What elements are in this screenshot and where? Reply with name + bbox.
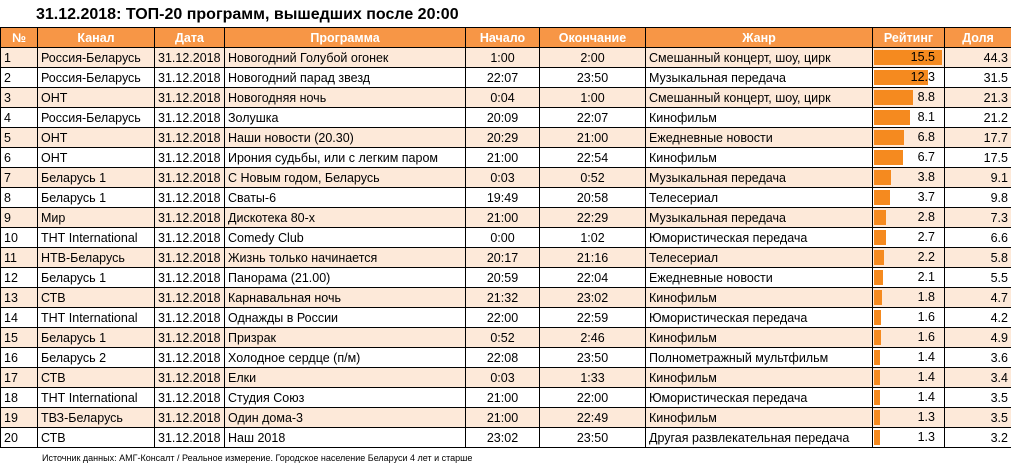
cell-genre[interactable]: Юмористическая передача [646, 228, 873, 248]
cell-program[interactable]: Новогодний парад звезд [225, 68, 466, 88]
cell-genre[interactable]: Другая развлекательная передача [646, 428, 873, 448]
cell-rating[interactable] [873, 248, 945, 268]
cell-number[interactable]: 7 [1, 168, 38, 188]
rating-value: 1.4 [917, 370, 935, 384]
cell-start[interactable]: 21:00 [466, 408, 540, 428]
cell-share[interactable]: 5.5 [945, 268, 1011, 288]
cell-program[interactable]: Золушка [225, 108, 466, 128]
cell-channel[interactable]: ТНТ International [38, 228, 155, 248]
col-header-number[interactable]: № [1, 28, 38, 48]
cell-number[interactable]: 5 [1, 128, 38, 148]
cell-end[interactable]: 2:46 [540, 328, 646, 348]
cell-number[interactable]: 14 [1, 308, 38, 328]
cell-channel[interactable]: Россия-Беларусь [38, 48, 155, 68]
cell-genre[interactable]: Кинофильм [646, 368, 873, 388]
cell-end[interactable]: 20:58 [540, 188, 646, 208]
cell-channel[interactable]: ОНТ [38, 148, 155, 168]
rating-value: 1.3 [917, 430, 935, 444]
col-header-program[interactable]: Программа [225, 28, 466, 48]
cell-genre[interactable]: Смешанный концерт, шоу, цирк [646, 48, 873, 68]
table-row[interactable] [1, 368, 1011, 388]
cell-end[interactable]: 22:54 [540, 148, 646, 168]
cell-date[interactable]: 31.12.2018 [155, 208, 225, 228]
cell-rating[interactable] [873, 328, 945, 348]
cell-number[interactable]: 12 [1, 268, 38, 288]
cell-number[interactable]: 2 [1, 68, 38, 88]
cell-channel[interactable]: СТВ [38, 368, 155, 388]
cell-date[interactable]: 31.12.2018 [155, 408, 225, 428]
rating-value: 1.6 [917, 330, 935, 344]
cell-program[interactable]: Карнавальная ночь [225, 288, 466, 308]
cell-number[interactable]: 11 [1, 248, 38, 268]
cell-start[interactable]: 20:09 [466, 108, 540, 128]
cell-date[interactable]: 31.12.2018 [155, 68, 225, 88]
cell-channel[interactable]: СТВ [38, 428, 155, 448]
rating-value: 1.4 [917, 390, 935, 404]
col-header-genre[interactable]: Жанр [646, 28, 873, 48]
cell-share[interactable]: 17.5 [945, 148, 1011, 168]
table-row[interactable] [1, 228, 1011, 248]
cell-start[interactable]: 20:17 [466, 248, 540, 268]
cell-start[interactable]: 21:32 [466, 288, 540, 308]
cell-share[interactable]: 9.1 [945, 168, 1011, 188]
cell-end[interactable]: 2:00 [540, 48, 646, 68]
cell-date[interactable]: 31.12.2018 [155, 328, 225, 348]
rating-value: 3.7 [917, 190, 935, 204]
page-title: 31.12.2018: ТОП-20 программ, вышедших после 20:00 [36, 6, 459, 23]
cell-number[interactable]: 18 [1, 388, 38, 408]
cell-genre[interactable]: Телесериал [646, 188, 873, 208]
cell-program[interactable]: Ирония судьбы, или с легким паром [225, 148, 466, 168]
cell-program[interactable]: Однажды в России [225, 308, 466, 328]
cell-rating[interactable] [873, 208, 945, 228]
cell-genre[interactable]: Музыкальная передача [646, 68, 873, 88]
table-row[interactable] [1, 348, 1011, 368]
cell-start[interactable]: 21:00 [466, 388, 540, 408]
header-row [1, 28, 1011, 48]
cell-start[interactable]: 19:49 [466, 188, 540, 208]
cell-start[interactable]: 23:02 [466, 428, 540, 448]
table-row[interactable] [1, 428, 1011, 448]
cell-rating[interactable] [873, 408, 945, 428]
cell-start[interactable]: 1:00 [466, 48, 540, 68]
cell-program[interactable]: Новогодняя ночь [225, 88, 466, 108]
cell-share[interactable]: 3.2 [945, 428, 1011, 448]
table-row[interactable] [1, 48, 1011, 68]
rating-value: 1.8 [917, 290, 935, 304]
ratings-table [0, 27, 1011, 448]
cell-end[interactable]: 1:33 [540, 368, 646, 388]
cell-rating[interactable] [873, 228, 945, 248]
cell-channel[interactable]: Беларусь 2 [38, 348, 155, 368]
cell-share[interactable]: 4.2 [945, 308, 1011, 328]
cell-rating[interactable] [873, 348, 945, 368]
col-header-start[interactable]: Начало [466, 28, 540, 48]
table-row[interactable] [1, 288, 1011, 308]
cell-end[interactable]: 21:00 [540, 128, 646, 148]
cell-rating[interactable] [873, 68, 945, 88]
table-row[interactable] [1, 308, 1011, 328]
rating-value: 15.5 [910, 50, 935, 64]
cell-number[interactable]: 4 [1, 108, 38, 128]
cell-channel[interactable]: ТНТ International [38, 308, 155, 328]
cell-end[interactable]: 22:29 [540, 208, 646, 228]
cell-end[interactable]: 22:00 [540, 388, 646, 408]
cell-start[interactable]: 21:00 [466, 208, 540, 228]
cell-rating[interactable] [873, 188, 945, 208]
cell-end[interactable]: 0:52 [540, 168, 646, 188]
cell-date[interactable]: 31.12.2018 [155, 228, 225, 248]
cell-end[interactable]: 22:49 [540, 408, 646, 428]
col-header-rating[interactable]: Рейтинг [873, 28, 945, 48]
rating-value: 1.4 [917, 350, 935, 364]
cell-rating[interactable] [873, 368, 945, 388]
cell-share[interactable]: 3.5 [945, 388, 1011, 408]
cell-program[interactable]: Сваты-6 [225, 188, 466, 208]
rating-value: 1.6 [917, 310, 935, 324]
cell-number[interactable]: 17 [1, 368, 38, 388]
cell-channel[interactable]: ТНТ International [38, 388, 155, 408]
cell-program[interactable]: Новогодний Голубой огонек [225, 48, 466, 68]
cell-number[interactable]: 10 [1, 228, 38, 248]
cell-number[interactable]: 13 [1, 288, 38, 308]
cell-genre[interactable]: Кинофильм [646, 408, 873, 428]
cell-genre[interactable]: Ежедневные новости [646, 128, 873, 148]
cell-share[interactable]: 21.2 [945, 108, 1011, 128]
cell-genre[interactable]: Кинофильм [646, 328, 873, 348]
cell-start[interactable]: 21:00 [466, 148, 540, 168]
cell-start[interactable]: 22:08 [466, 348, 540, 368]
cell-share[interactable]: 3.4 [945, 368, 1011, 388]
rating-value: 3.8 [917, 170, 935, 184]
cell-rating[interactable] [873, 288, 945, 308]
cell-channel[interactable]: НТВ-Беларусь [38, 248, 155, 268]
rating-value: 8.8 [917, 90, 935, 104]
table-row[interactable] [1, 168, 1011, 188]
table-row[interactable] [1, 68, 1011, 88]
cell-end[interactable]: 22:04 [540, 268, 646, 288]
table-row[interactable] [1, 148, 1011, 168]
cell-program[interactable]: Один дома-3 [225, 408, 466, 428]
cell-program[interactable]: Призрак [225, 328, 466, 348]
col-header-channel[interactable]: Канал [38, 28, 155, 48]
table-row[interactable] [1, 248, 1011, 268]
table-row[interactable] [1, 408, 1011, 428]
table-row[interactable] [1, 88, 1011, 108]
cell-date[interactable]: 31.12.2018 [155, 88, 225, 108]
cell-channel[interactable]: Беларусь 1 [38, 168, 155, 188]
cell-rating[interactable] [873, 148, 945, 168]
cell-number[interactable]: 3 [1, 88, 38, 108]
cell-share[interactable]: 4.9 [945, 328, 1011, 348]
cell-channel[interactable]: Россия-Беларусь [38, 68, 155, 88]
cell-program[interactable]: Холодное сердце (п/м) [225, 348, 466, 368]
cell-start[interactable]: 0:00 [466, 228, 540, 248]
cell-end[interactable]: 23:02 [540, 288, 646, 308]
cell-start[interactable]: 20:59 [466, 268, 540, 288]
cell-genre[interactable]: Полнометражный мультфильм [646, 348, 873, 368]
rating-value: 2.2 [917, 250, 935, 264]
cell-channel[interactable]: Россия-Беларусь [38, 108, 155, 128]
cell-date[interactable]: 31.12.2018 [155, 288, 225, 308]
cell-program[interactable]: Елки [225, 368, 466, 388]
cell-number[interactable]: 1 [1, 48, 38, 68]
cell-end[interactable]: 23:50 [540, 428, 646, 448]
cell-program[interactable]: С Новым годом, Беларусь [225, 168, 466, 188]
cell-date[interactable]: 31.12.2018 [155, 348, 225, 368]
cell-share[interactable]: 3.5 [945, 408, 1011, 428]
cell-start[interactable]: 20:29 [466, 128, 540, 148]
table-row[interactable] [1, 388, 1011, 408]
cell-genre[interactable]: Юмористическая передача [646, 308, 873, 328]
cell-channel[interactable]: СТВ [38, 288, 155, 308]
cell-number[interactable]: 20 [1, 428, 38, 448]
cell-share[interactable]: 9.8 [945, 188, 1011, 208]
cell-channel[interactable]: Беларусь 1 [38, 268, 155, 288]
cell-date[interactable]: 31.12.2018 [155, 268, 225, 288]
cell-end[interactable]: 1:02 [540, 228, 646, 248]
cell-rating[interactable] [873, 388, 945, 408]
table-row[interactable] [1, 128, 1011, 148]
cell-end[interactable]: 1:00 [540, 88, 646, 108]
cell-date[interactable]: 31.12.2018 [155, 388, 225, 408]
cell-genre[interactable]: Кинофильм [646, 108, 873, 128]
cell-end[interactable]: 23:50 [540, 68, 646, 88]
cell-number[interactable]: 16 [1, 348, 38, 368]
cell-start[interactable]: 22:07 [466, 68, 540, 88]
cell-end[interactable]: 23:50 [540, 348, 646, 368]
cell-genre[interactable]: Ежедневные новости [646, 268, 873, 288]
cell-share[interactable]: 3.6 [945, 348, 1011, 368]
cell-number[interactable]: 8 [1, 188, 38, 208]
cell-rating[interactable] [873, 428, 945, 448]
cell-date[interactable]: 31.12.2018 [155, 368, 225, 388]
cell-genre[interactable]: Кинофильм [646, 148, 873, 168]
col-header-date[interactable]: Дата [155, 28, 225, 48]
cell-date[interactable]: 31.12.2018 [155, 48, 225, 68]
source-note: Источник данных: АМГ-Консалт / Реальное измерение. Городское население Беларуси 4 лет и старше [42, 453, 473, 463]
cell-rating[interactable] [873, 108, 945, 128]
cell-number[interactable]: 19 [1, 408, 38, 428]
cell-date[interactable]: 31.12.2018 [155, 128, 225, 148]
cell-number[interactable]: 15 [1, 328, 38, 348]
cell-program[interactable]: Наши новости (20.30) [225, 128, 466, 148]
cell-genre[interactable]: Юмористическая передача [646, 388, 873, 408]
cell-rating[interactable] [873, 48, 945, 68]
cell-channel[interactable]: ОНТ [38, 88, 155, 108]
cell-program[interactable]: Панорама (21.00) [225, 268, 466, 288]
table-row[interactable] [1, 188, 1011, 208]
rating-value: 2.8 [917, 210, 935, 224]
cell-end[interactable]: 22:59 [540, 308, 646, 328]
table-row[interactable] [1, 108, 1011, 128]
cell-channel[interactable]: ОНТ [38, 128, 155, 148]
cell-genre[interactable]: Смешанный концерт, шоу, цирк [646, 88, 873, 108]
cell-genre[interactable]: Телесериал [646, 248, 873, 268]
cell-date[interactable]: 31.12.2018 [155, 148, 225, 168]
cell-number[interactable]: 6 [1, 148, 38, 168]
cell-end[interactable]: 21:16 [540, 248, 646, 268]
cell-share[interactable]: 44.3 [945, 48, 1011, 68]
cell-rating[interactable] [873, 268, 945, 288]
cell-channel[interactable]: Мир [38, 208, 155, 228]
cell-date[interactable]: 31.12.2018 [155, 308, 225, 328]
cell-share[interactable]: 4.7 [945, 288, 1011, 308]
rating-value: 8.1 [917, 110, 935, 124]
cell-number[interactable]: 9 [1, 208, 38, 228]
cell-date[interactable]: 31.12.2018 [155, 428, 225, 448]
cell-share[interactable]: 5.8 [945, 248, 1011, 268]
cell-genre[interactable]: Музыкальная передача [646, 208, 873, 228]
cell-genre[interactable]: Музыкальная передача [646, 168, 873, 188]
cell-end[interactable]: 22:07 [540, 108, 646, 128]
cell-start[interactable]: 22:00 [466, 308, 540, 328]
cell-share[interactable]: 6.6 [945, 228, 1011, 248]
cell-date[interactable]: 31.12.2018 [155, 168, 225, 188]
cell-program[interactable]: Comedy Club [225, 228, 466, 248]
cell-program[interactable]: Наш 2018 [225, 428, 466, 448]
rating-value: 6.8 [917, 130, 935, 144]
table-row[interactable] [1, 328, 1011, 348]
cell-program[interactable]: Дискотека 80-х [225, 208, 466, 228]
cell-start[interactable]: 0:03 [466, 168, 540, 188]
rating-value: 6.7 [917, 150, 935, 164]
cell-channel[interactable]: ТВЗ-Беларусь [38, 408, 155, 428]
rating-value: 1.3 [917, 410, 935, 424]
cell-share[interactable]: 31.5 [945, 68, 1011, 88]
cell-start[interactable]: 0:52 [466, 328, 540, 348]
col-header-share[interactable]: Доля [945, 28, 1011, 48]
cell-genre[interactable]: Кинофильм [646, 288, 873, 308]
col-header-end[interactable]: Окончание [540, 28, 646, 48]
cell-channel[interactable]: Беларусь 1 [38, 328, 155, 348]
cell-share[interactable]: 17.7 [945, 128, 1011, 148]
cell-rating[interactable] [873, 88, 945, 108]
cell-channel[interactable]: Беларусь 1 [38, 188, 155, 208]
cell-start[interactable]: 0:04 [466, 88, 540, 108]
table-row[interactable] [1, 268, 1011, 288]
cell-date[interactable]: 31.12.2018 [155, 108, 225, 128]
cell-share[interactable]: 21.3 [945, 88, 1011, 108]
cell-date[interactable]: 31.12.2018 [155, 248, 225, 268]
table-row[interactable] [1, 208, 1011, 228]
cell-start[interactable]: 0:03 [466, 368, 540, 388]
cell-rating[interactable] [873, 308, 945, 328]
rating-value: 2.7 [917, 230, 935, 244]
cell-program[interactable]: Студия Союз [225, 388, 466, 408]
cell-rating[interactable] [873, 128, 945, 148]
cell-rating[interactable] [873, 168, 945, 188]
cell-date[interactable]: 31.12.2018 [155, 188, 225, 208]
rating-value: 12.3 [910, 70, 935, 84]
cell-share[interactable]: 7.3 [945, 208, 1011, 228]
cell-program[interactable]: Жизнь только начинается [225, 248, 466, 268]
rating-value: 2.1 [917, 270, 935, 284]
